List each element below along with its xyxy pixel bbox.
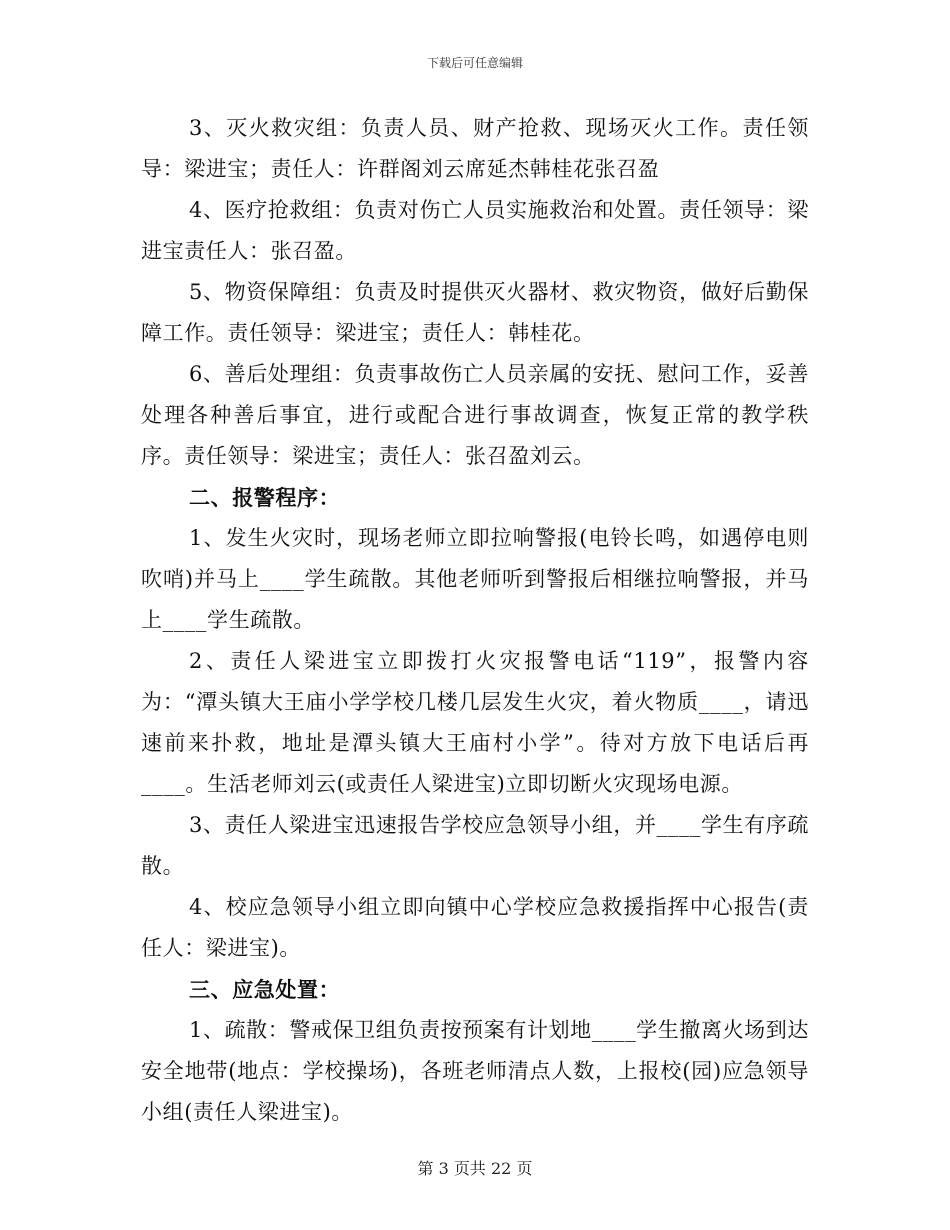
paragraph: 3、责任人梁进宝迅速报告学校应急领导小组，并____学生有序疏散。 <box>141 813 809 878</box>
section-heading: 二、报警程序： <box>189 485 341 510</box>
document-body <box>141 108 809 1133</box>
paragraph: 6、善后处理组：负责事故伤亡人员亲属的安抚、慰问工作，妥善处理各种善后事宜，进行或配合进行事故调查，恢复正常的教学秩序。责任领导：梁进宝；责任人：张召盈刘云。 <box>141 362 809 468</box>
paragraph: 3、灭火救灾组：负责人员、财产抢救、现场灭火工作。责任领导：梁进宝；责任人：许群阁刘云席延杰韩桂花张召盈 <box>141 116 809 181</box>
paragraph: 4、医疗抢救组：负责对伤亡人员实施救治和处置。责任领导：梁进宝责任人：张召盈。 <box>141 198 809 263</box>
header-note: 下载后可任意编辑 <box>426 56 523 70</box>
paragraph: 4、校应急领导小组立即向镇中心学校应急救援指挥中心报告(责任人：梁进宝)。 <box>141 895 809 960</box>
paragraph: 2、责任人梁进宝立即拨打火灾报警电话“119”，报警内容为：“潭头镇大王庙小学学校几楼几层发生火灾，着火物质____，请迅速前来扑救，地址是潭头镇大王庙村小学”。待对方放下电话后再____。生活老师刘云(或责任人梁进宝)立即切断火灾现场电源。 <box>141 649 809 796</box>
paragraph: 1、疏散：警戒保卫组负责按预案有计划地____学生撤离火场到达安全地带(地点：学校操场)，各班老师清点人数，上报校(园)应急领导小组(责任人梁进宝)。 <box>141 1018 809 1124</box>
page-number: 第 3 页共 22 页 <box>417 1159 533 1178</box>
paragraph: 1、发生火灾时，现场老师立即拉响警报(电铃长鸣，如遇停电则吹哨)并马上____学生疏散。其他老师听到警报后相继拉响警报，并马上____学生疏散。 <box>141 526 809 632</box>
section-heading: 三、应急处置： <box>189 977 341 1002</box>
paragraph: 5、物资保障组：负责及时提供灭火器材、救灾物资，做好后勤保障工作。责任领导：梁进宝；责任人：韩桂花。 <box>141 280 809 345</box>
